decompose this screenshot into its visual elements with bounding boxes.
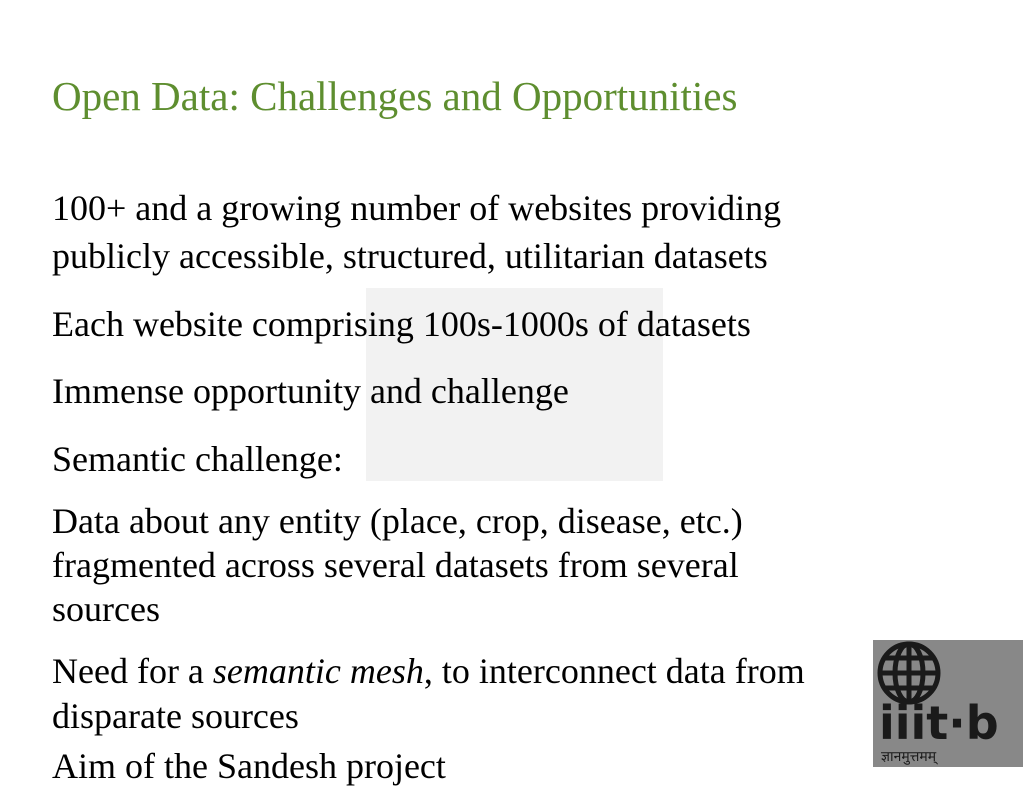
paragraph-line xyxy=(52,649,805,694)
paragraph-fragmentation xyxy=(52,499,743,631)
paragraph-line: publicly accessible, structured, utilitarian datasets xyxy=(52,236,768,276)
paragraph-line: sources xyxy=(52,589,160,629)
logo-wordmark: iiit·b xyxy=(879,696,999,750)
paragraph-datasets-per-site: Each website comprising 100s-1000s of datasets xyxy=(52,304,751,344)
paragraph-opportunity: Immense opportunity and challenge xyxy=(52,371,569,411)
text-suffix: , to interconnect data from xyxy=(423,651,805,691)
paragraph-line: 100+ and a growing number of websites providing xyxy=(52,188,782,228)
paragraph-line: disparate sources xyxy=(52,696,299,736)
paragraph-websites xyxy=(52,184,781,280)
paragraph-semantic-mesh xyxy=(52,649,805,739)
text-prefix: Need for a xyxy=(52,651,213,691)
iiitb-logo-icon xyxy=(873,640,1023,767)
paragraph-semantic-challenge: Semantic challenge: xyxy=(52,439,343,479)
paragraph-line: Data about any entity (place, crop, disease, etc.) xyxy=(52,501,743,541)
slide-title: Open Data: Challenges and Opportunities xyxy=(52,73,738,119)
emphasis-semantic-mesh: semantic mesh xyxy=(212,651,424,691)
paragraph-sandesh-aim: Aim of the Sandesh project xyxy=(52,746,446,786)
logo-tagline: ज्ञानमुत्तमम् xyxy=(881,749,937,765)
paragraph-line: fragmented across several datasets from several xyxy=(52,545,739,585)
